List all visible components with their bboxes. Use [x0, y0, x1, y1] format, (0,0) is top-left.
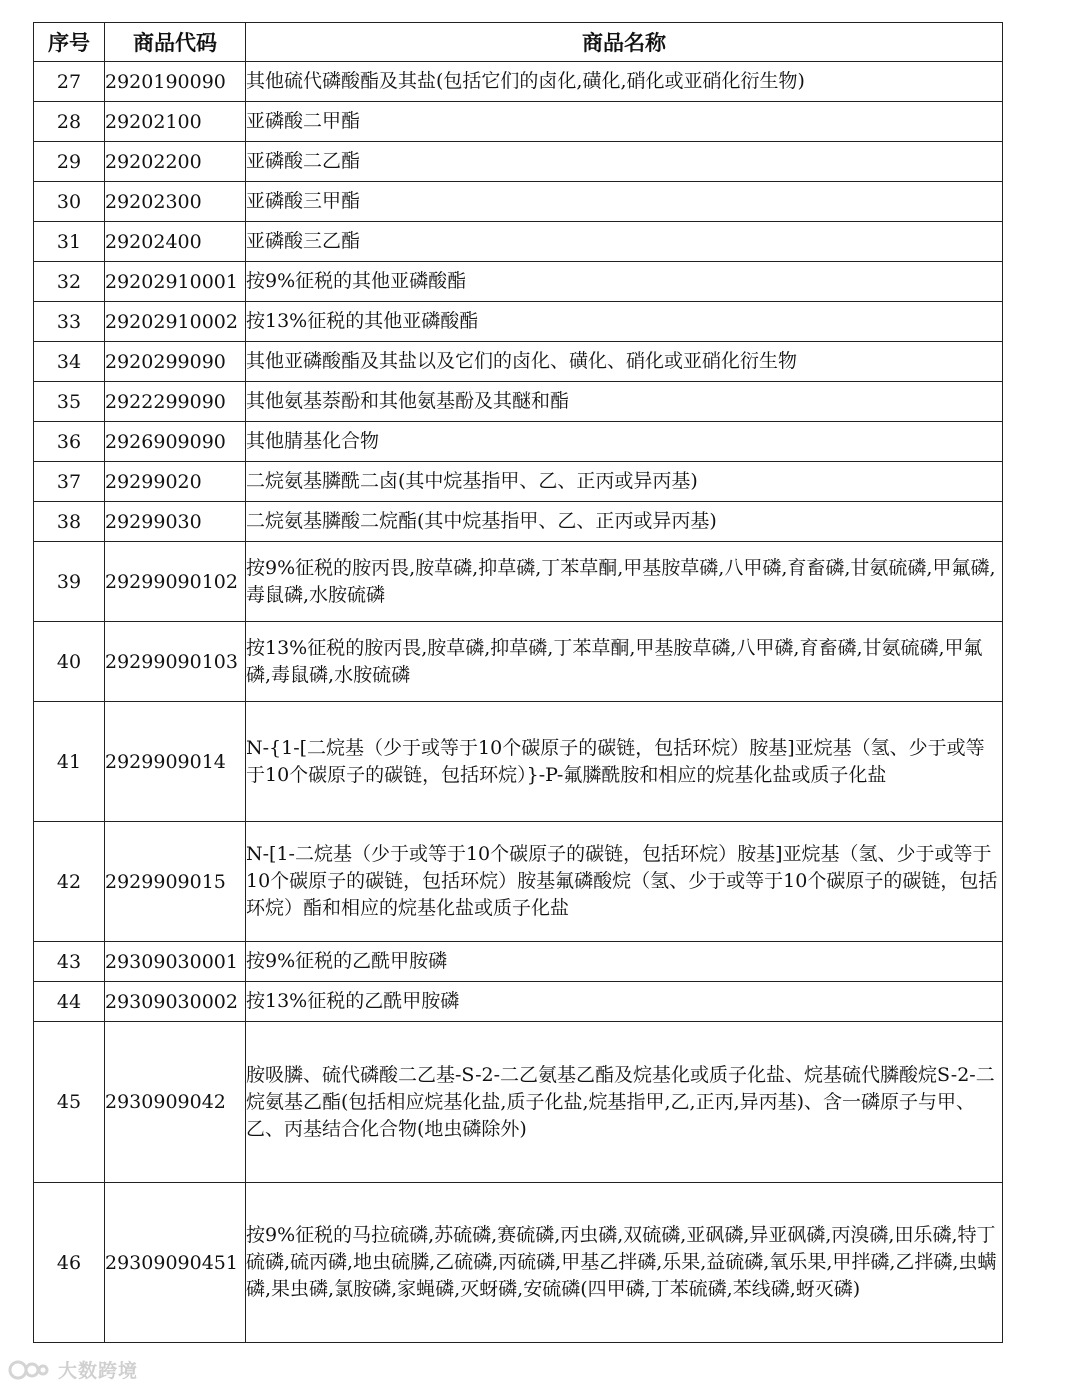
cell-code: 29309030002: [105, 982, 246, 1022]
cell-seq: 43: [34, 942, 105, 982]
cell-code: 29299090103: [105, 622, 246, 702]
cell-code: 29202200: [105, 142, 246, 182]
table-row: [34, 542, 1003, 622]
cell-seq: 30: [34, 182, 105, 222]
cell-seq: 27: [34, 62, 105, 102]
cell-name: 亚磷酸二甲酯: [246, 102, 1003, 142]
cell-code: 2922299090: [105, 382, 246, 422]
watermark: [8, 1356, 138, 1383]
header-seq: 序号: [34, 23, 105, 62]
watermark-logo-icon: [8, 1357, 52, 1383]
cell-seq: 35: [34, 382, 105, 422]
cell-seq: 38: [34, 502, 105, 542]
cell-code: 29299030: [105, 502, 246, 542]
cell-seq: 46: [34, 1183, 105, 1343]
cell-name: 按13%征税的其他亚磷酸酯: [246, 302, 1003, 342]
cell-seq: 29: [34, 142, 105, 182]
table-row: [34, 1183, 1003, 1343]
cell-code: 29309090451: [105, 1183, 246, 1343]
cell-code: 29299090102: [105, 542, 246, 622]
cell-name: 亚磷酸二乙酯: [246, 142, 1003, 182]
cell-code: 2920299090: [105, 342, 246, 382]
watermark-text: 大数跨境: [58, 1360, 139, 1382]
cell-name: 胺吸膦、硫代磷酸二乙基-S-2-二乙氨基乙酯及烷基化或质子化盐、烷基硫代膦酸烷S-2-二烷氨基乙酯(包括相应烷基化盐,质子化盐,烷基指甲,乙,正丙,异丙基)、含一磷原子与甲、乙、丙基结合化合物(地虫磷除外): [246, 1022, 1003, 1183]
cell-code: 2929909015: [105, 822, 246, 942]
cell-code: 2930909042: [105, 1022, 246, 1183]
table-row: [34, 102, 1003, 142]
cell-name: 按9%征税的其他亚磷酸酯: [246, 262, 1003, 302]
cell-seq: 34: [34, 342, 105, 382]
cell-seq: 41: [34, 702, 105, 822]
cell-name: N-{1-[二烷基（少于或等于10个碳原子的碳链，包括环烷）胺基]亚烷基（氢、少于或等于10个碳原子的碳链，包括环烷）}-P-氟膦酰胺和相应的烷基化盐或质子化盐: [246, 702, 1003, 822]
cell-seq: 33: [34, 302, 105, 342]
cell-name: 其他氨基萘酚和其他氨基酚及其醚和酯: [246, 382, 1003, 422]
cell-name: 按9%征税的马拉硫磷,苏硫磷,赛硫磷,丙虫磷,双硫磷,亚砜磷,异亚砜磷,丙溴磷,田乐磷,特丁硫磷,硫丙磷,地虫硫膦,乙硫磷,丙硫磷,甲基乙拌磷,乐果,益硫磷,氧乐果,甲拌磷,乙拌磷,虫螨磷,果虫磷,氯胺磷,家蝇磷,灭蚜磷,安硫磷(四甲磷,丁苯硫磷,苯线磷,蚜灭磷): [246, 1183, 1003, 1343]
table-row: [34, 342, 1003, 382]
cell-code: 2929909014: [105, 702, 246, 822]
cell-name: 亚磷酸三乙酯: [246, 222, 1003, 262]
cell-name: 其他亚磷酸酯及其盐以及它们的卤化、磺化、硝化或亚硝化衍生物: [246, 342, 1003, 382]
cell-name: 亚磷酸三甲酯: [246, 182, 1003, 222]
table-row: [34, 822, 1003, 942]
table-row: [34, 142, 1003, 182]
table-row: [34, 462, 1003, 502]
table-row: [34, 702, 1003, 822]
table-row: [34, 942, 1003, 982]
table-row: [34, 382, 1003, 422]
cell-name: 其他硫代磷酸酯及其盐(包括它们的卤化,磺化,硝化或亚硝化衍生物): [246, 62, 1003, 102]
cell-code: 29202910001: [105, 262, 246, 302]
cell-name: 二烷氨基膦酸二烷酯(其中烷基指甲、乙、正丙或异丙基): [246, 502, 1003, 542]
cell-code: 29202100: [105, 102, 246, 142]
table-header-row: [34, 23, 1003, 62]
cell-code: 29202400: [105, 222, 246, 262]
cell-seq: 37: [34, 462, 105, 502]
cell-seq: 40: [34, 622, 105, 702]
goods-table: [33, 22, 1003, 1343]
cell-seq: 36: [34, 422, 105, 462]
header-code: 商品代码: [105, 23, 246, 62]
table-row: [34, 222, 1003, 262]
cell-seq: 32: [34, 262, 105, 302]
cell-name: N-[1-二烷基（少于或等于10个碳原子的碳链，包括环烷）胺基]亚烷基（氢、少于或等于10个碳原子的碳链，包括环烷）胺基氟磷酸烷（氢、少于或等于10个碳原子的碳链，包括环烷）酯和相应的烷基化盐或质子化盐: [246, 822, 1003, 942]
cell-seq: 28: [34, 102, 105, 142]
table-row: [34, 182, 1003, 222]
cell-name: 按9%征税的乙酰甲胺磷: [246, 942, 1003, 982]
cell-name: 按13%征税的乙酰甲胺磷: [246, 982, 1003, 1022]
cell-seq: 44: [34, 982, 105, 1022]
cell-seq: 31: [34, 222, 105, 262]
table-row: [34, 622, 1003, 702]
table-row: [34, 262, 1003, 302]
cell-code: 2920190090: [105, 62, 246, 102]
table-row: [34, 982, 1003, 1022]
cell-name: 按13%征税的胺丙畏,胺草磷,抑草磷,丁苯草酮,甲基胺草磷,八甲磷,育畜磷,甘氨硫磷,甲氟磷,毒鼠磷,水胺硫磷: [246, 622, 1003, 702]
table-row: [34, 422, 1003, 462]
table-row: [34, 502, 1003, 542]
cell-name: 按9%征税的胺丙畏,胺草磷,抑草磷,丁苯草酮,甲基胺草磷,八甲磷,育畜磷,甘氨硫磷,甲氟磷,毒鼠磷,水胺硫磷: [246, 542, 1003, 622]
table-row: [34, 302, 1003, 342]
table-row: [34, 62, 1003, 102]
cell-seq: 45: [34, 1022, 105, 1183]
cell-code: 29299020: [105, 462, 246, 502]
cell-code: 29202300: [105, 182, 246, 222]
cell-name: 其他腈基化合物: [246, 422, 1003, 462]
header-name: 商品名称: [246, 23, 1003, 62]
cell-name: 二烷氨基膦酰二卤(其中烷基指甲、乙、正丙或异丙基): [246, 462, 1003, 502]
cell-seq: 39: [34, 542, 105, 622]
cell-seq: 42: [34, 822, 105, 942]
cell-code: 29309030001: [105, 942, 246, 982]
cell-code: 29202910002: [105, 302, 246, 342]
table-row: [34, 1022, 1003, 1183]
cell-code: 2926909090: [105, 422, 246, 462]
